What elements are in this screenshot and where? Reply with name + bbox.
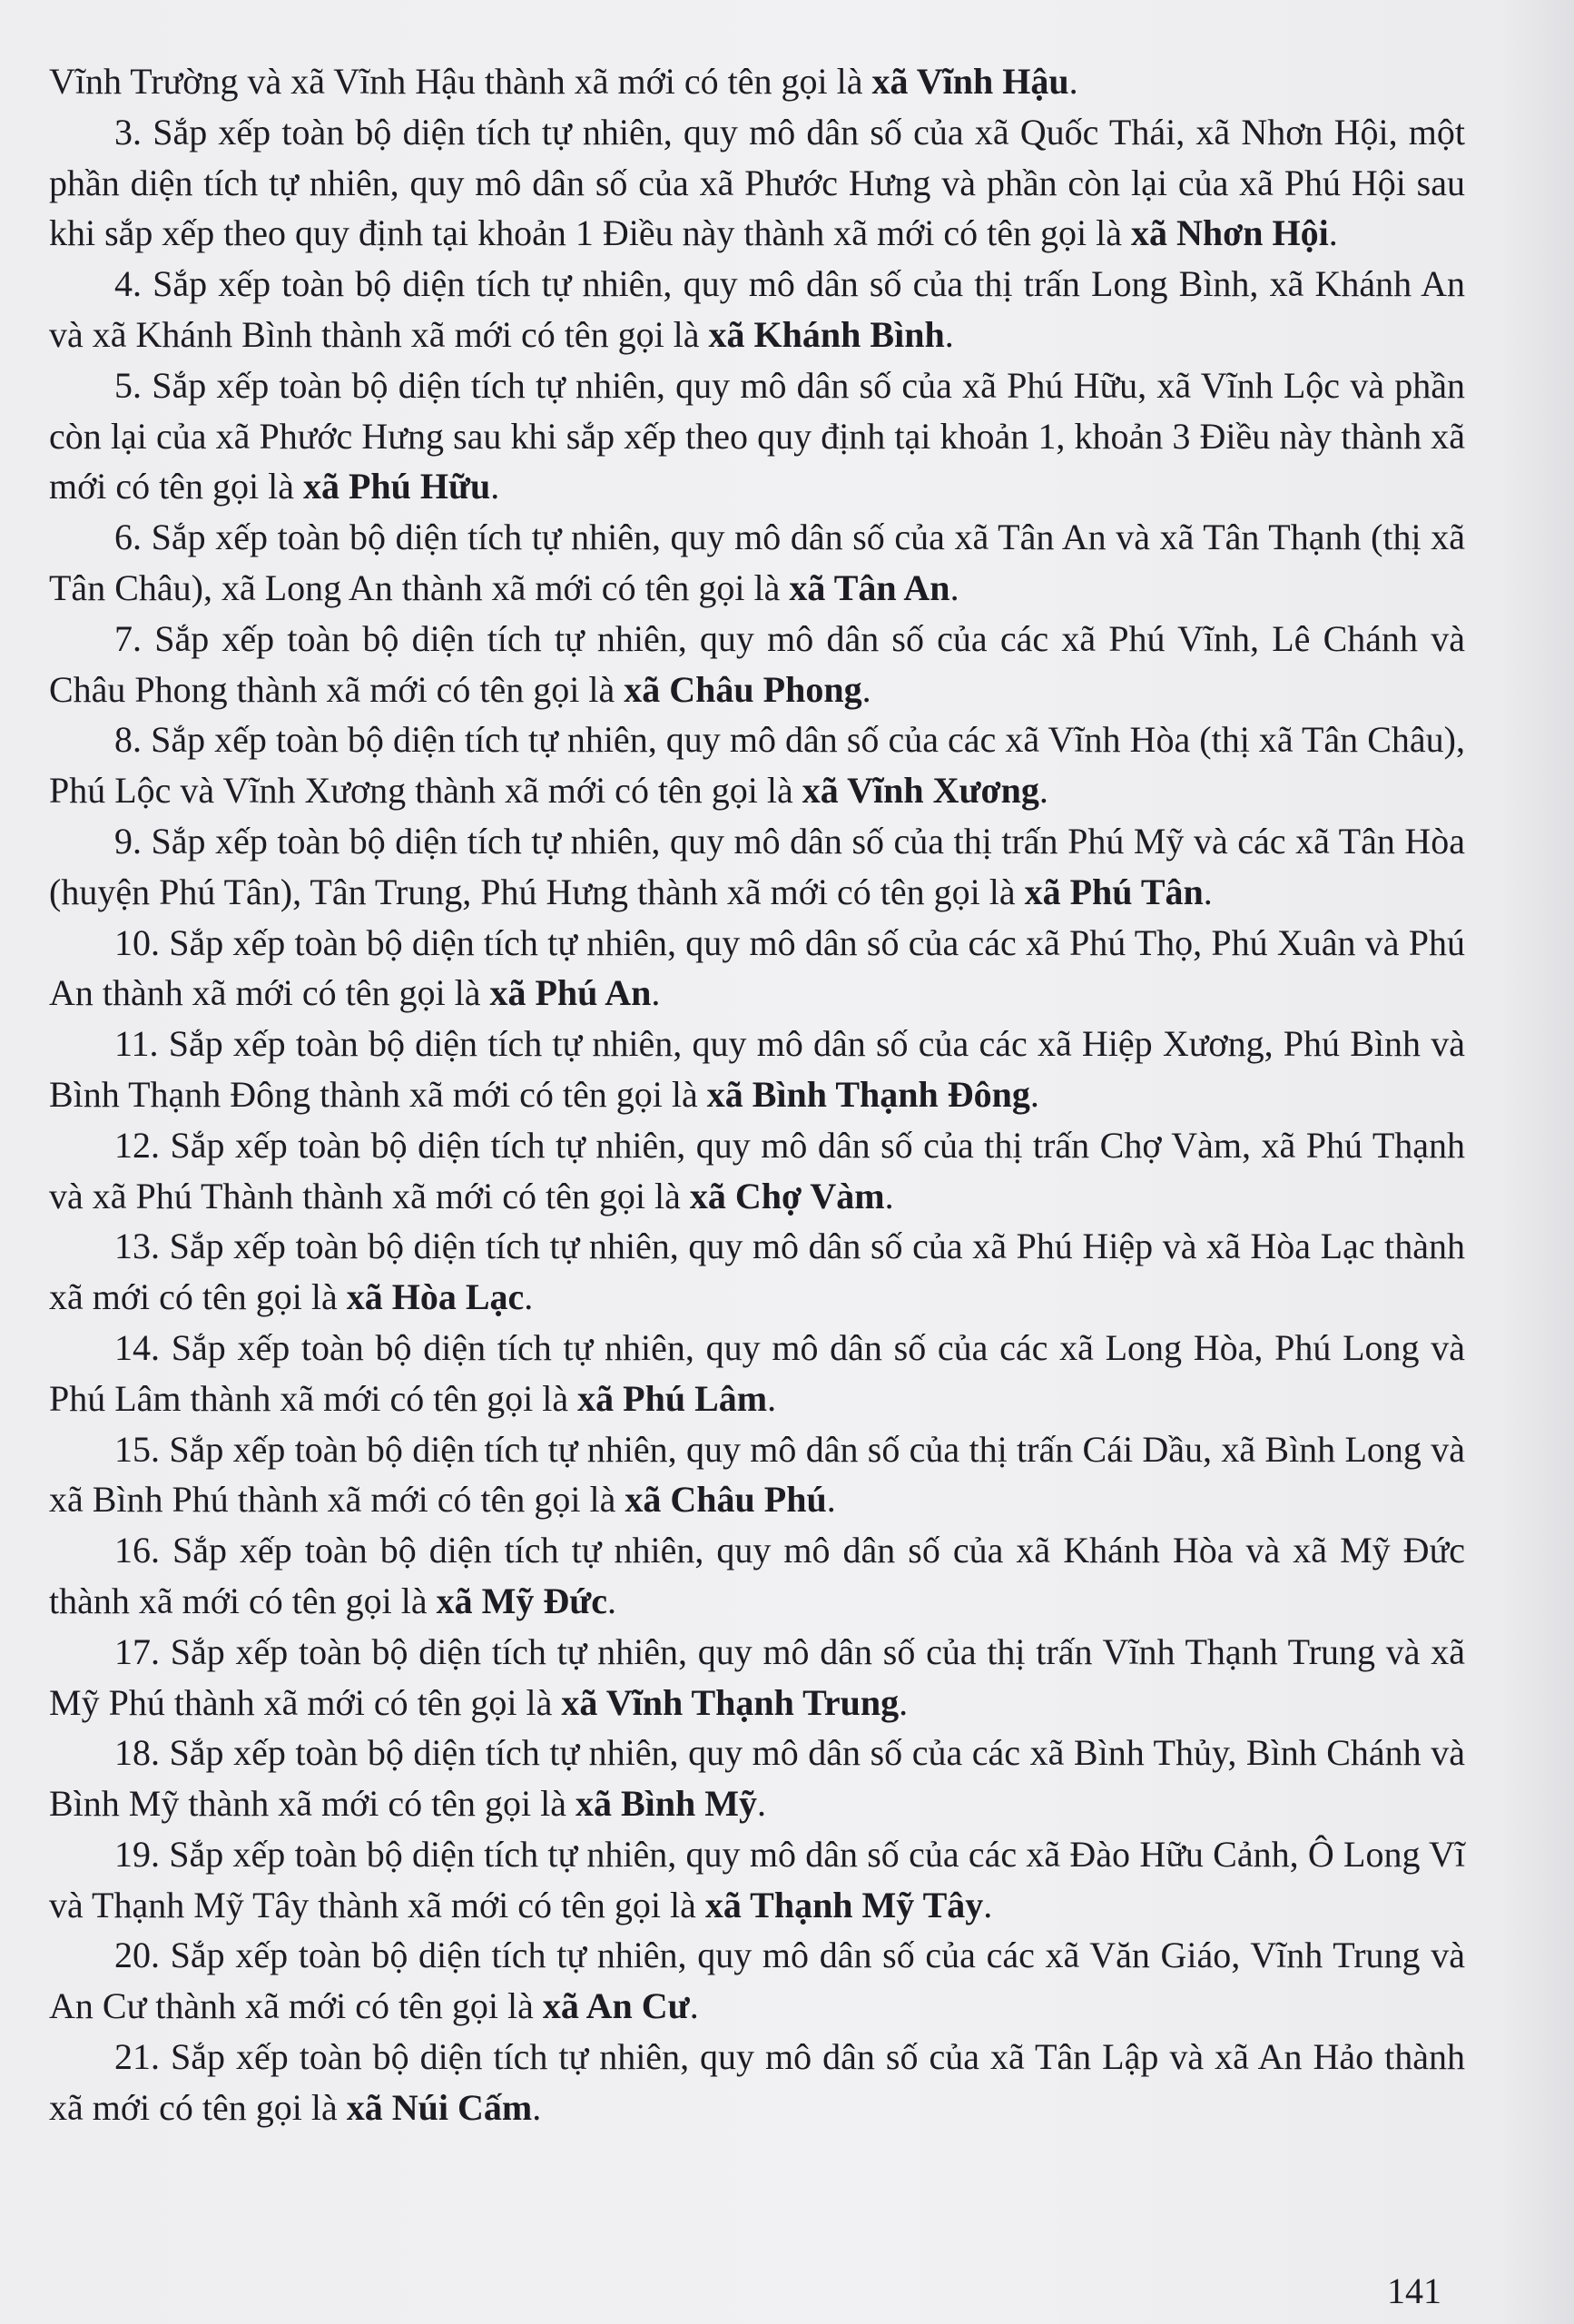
commune-name: xã Hòa Lạc (346, 1276, 525, 1318)
paragraph-item-8: 8. Sắp xếp toàn bộ diện tích tự nhiên, quy mô dân số của các xã Vĩnh Hòa (thị xã Tân Châu), Phú Lộc và Vĩnh Xương thành xã mới có tên gọi là xã Vĩnh Xương. (49, 719, 1465, 812)
commune-name: xã Núi Cấm (346, 2086, 533, 2128)
commune-name: xã Châu Phong (624, 668, 862, 710)
paragraph-item-16: 16. Sắp xếp toàn bộ diện tích tự nhiên, quy mô dân số của xã Khánh Hòa và xã Mỹ Đức thành xã mới có tên gọi là xã Mỹ Đức. (49, 1530, 1465, 1621)
paragraph-item-14: 14. Sắp xếp toàn bộ diện tích tự nhiên, quy mô dân số của các xã Long Hòa, Phú Long và Phú Lâm thành xã mới có tên gọi là xã Phú Lâm. (49, 1326, 1465, 1419)
commune-name: xã Tân An (789, 566, 950, 608)
commune-name: xã Châu Phú (625, 1479, 827, 1521)
commune-name: xã Phú Tân (1024, 871, 1204, 912)
paragraph-item-20: 20. Sắp xếp toàn bộ diện tích tự nhiên, quy mô dân số của các xã Văn Giáo, Vĩnh Trung và An Cư thành xã mới có tên gọi là xã An Cư. (49, 1935, 1465, 2027)
commune-name: xã Phú An (489, 972, 652, 1014)
commune-name: xã Phú Lâm (577, 1377, 768, 1419)
paragraph-item-7: 7. Sắp xếp toàn bộ diện tích tự nhiên, quy mô dân số của các xã Phú Vĩnh, Lê Chánh và Châu Phong thành xã mới có tên gọi là xã Châu Phong. (49, 617, 1465, 710)
paragraph-item-6: 6. Sắp xếp toàn bộ diện tích tự nhiên, quy mô dân số của xã Tân An và xã Tân Thạnh (thị xã Tân Châu), xã Long An thành xã mới có tên gọi là xã Tân An. (49, 517, 1465, 608)
paragraph-item-15: 15. Sắp xếp toàn bộ diện tích tự nhiên, quy mô dân số của thị trấn Cái Dầu, xã Bình Long và xã Bình Phú thành xã mới có tên gọi là xã Châu Phú. (49, 1428, 1465, 1521)
paragraph-item-13: 13. Sắp xếp toàn bộ diện tích tự nhiên, quy mô dân số của xã Phú Hiệp và xã Hòa Lạc thành xã mới có tên gọi là xã Hòa Lạc. (49, 1226, 1465, 1318)
paragraph-item-5: 5. Sắp xếp toàn bộ diện tích tự nhiên, quy mô dân số của xã Phú Hữu, xã Vĩnh Lộc và phần còn lại của xã Phước Hưng sau khi sắp xếp theo quy định tại khoản 1, khoản 3 Điều này thành xã mới có tên gọi là xã Phú Hữu. (49, 364, 1465, 507)
commune-name: xã Mỹ Đức (436, 1580, 608, 1621)
commune-name: xã Thạnh Mỹ Tây (704, 1884, 984, 1925)
page-number: 141 (1387, 2270, 1441, 2311)
paragraph-continuation: Vĩnh Trường và xã Vĩnh Hậu thành xã mới có tên gọi là xã Vĩnh Hậu. (49, 61, 1078, 102)
paragraph-item-3: 3. Sắp xếp toàn bộ diện tích tự nhiên, quy mô dân số của xã Quốc Thái, xã Nhơn Hội, một phần diện tích tự nhiên, quy mô dân số của xã Phước Hưng và phần còn lại của xã Phú Hội sau khi sắp xếp theo quy định tại khoản 1 Điều này thành xã mới có tên gọi là xã Nhơn Hội. (49, 111, 1465, 254)
commune-name: xã Bình Thạnh Đông (706, 1073, 1030, 1115)
commune-name: xã Chợ Vàm (689, 1175, 885, 1216)
commune-name: xã Vĩnh Thạnh Trung (561, 1681, 900, 1723)
paragraph-item-10: 10. Sắp xếp toàn bộ diện tích tự nhiên, quy mô dân số của các xã Phú Thọ, Phú Xuân và Phú An thành xã mới có tên gọi là xã Phú An. (49, 921, 1465, 1014)
paragraph-item-18: 18. Sắp xếp toàn bộ diện tích tự nhiên, quy mô dân số của các xã Bình Thủy, Bình Chánh và Bình Mỹ thành xã mới có tên gọi là xã Bình Mỹ. (49, 1732, 1465, 1825)
paragraph-item-4: 4. Sắp xếp toàn bộ diện tích tự nhiên, quy mô dân số của thị trấn Long Bình, xã Khánh An và xã Khánh Bình thành xã mới có tên gọi là xã Khánh Bình. (49, 263, 1465, 355)
page-edge-shadow (1501, 0, 1574, 2324)
commune-name: xã Vĩnh Hậu (871, 61, 1069, 102)
paragraph-item-9: 9. Sắp xếp toàn bộ diện tích tự nhiên, quy mô dân số của thị trấn Phú Mỹ và các xã Tân Hòa (huyện Phú Tân), Tân Trung, Phú Hưng thành xã mới có tên gọi là xã Phú Tân. (49, 820, 1465, 912)
commune-name: xã Phú Hữu (302, 466, 491, 507)
paragraph-item-19: 19. Sắp xếp toàn bộ diện tích tự nhiên, quy mô dân số của các xã Đào Hữu Cảnh, Ô Long Vĩ và Thạnh Mỹ Tây thành xã mới có tên gọi là xã Thạnh Mỹ Tây. (49, 1833, 1465, 1925)
commune-name: xã Vĩnh Xương (802, 770, 1039, 812)
paragraph-item-21: 21. Sắp xếp toàn bộ diện tích tự nhiên, quy mô dân số của xã Tân Lập và xã An Hảo thành xã mới có tên gọi là xã Núi Cấm. (49, 2036, 1465, 2128)
commune-name: xã Khánh Bình (708, 313, 945, 355)
body-text (49, 56, 1465, 2133)
commune-name: xã Bình Mỹ (575, 1783, 758, 1825)
paragraph-item-12: 12. Sắp xếp toàn bộ diện tích tự nhiên, quy mô dân số của thị trấn Chợ Vàm, xã Phú Thạnh và xã Phú Thành thành xã mới có tên gọi là xã Chợ Vàm. (49, 1124, 1465, 1216)
paragraph-item-11: 11. Sắp xếp toàn bộ diện tích tự nhiên, quy mô dân số của các xã Hiệp Xương, Phú Bình và Bình Thạnh Đông thành xã mới có tên gọi là xã Bình Thạnh Đông. (49, 1023, 1465, 1115)
paragraph-item-17: 17. Sắp xếp toàn bộ diện tích tự nhiên, quy mô dân số của thị trấn Vĩnh Thạnh Trung và xã Mỹ Phú thành xã mới có tên gọi là xã Vĩnh Thạnh Trung. (49, 1630, 1465, 1723)
commune-name: xã An Cư (542, 1985, 690, 2027)
commune-name: xã Nhơn Hội (1131, 212, 1329, 254)
